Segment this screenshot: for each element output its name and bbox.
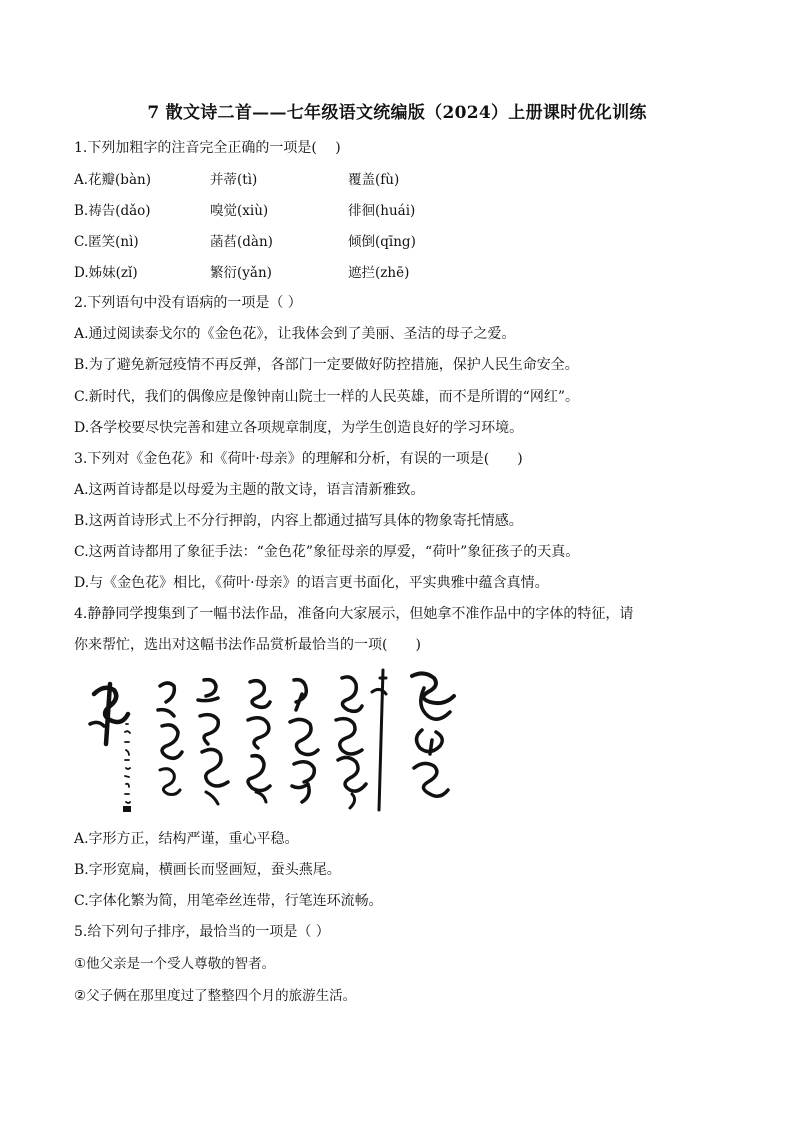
q3-stem: 3.下列对《金色花》和《荷叶·母亲》的理解和分析，有误的一项是( ) bbox=[74, 451, 523, 467]
q1-option-d-2: 繁衍(yǎn) bbox=[210, 265, 272, 281]
q4-stem-line2: 你来帮忙，选出对这幅书法作品赏析最恰当的一项( ) bbox=[74, 637, 421, 653]
q1-option-d-3: 遮拦(zhē) bbox=[348, 265, 410, 281]
seal-stamp-mark bbox=[123, 806, 131, 812]
q1-option-b-3: 徘徊(huái) bbox=[348, 203, 416, 219]
q4-option-c: C.字体化繁为简，用笔牵丝连带，行笔连环流畅。 bbox=[74, 893, 383, 909]
q5-stem: 5.给下列句子排序，最恰当的一项是（ ） bbox=[74, 924, 330, 940]
q2-option-b: B.为了避免新冠疫情不再反弹，各部门一定要做好防控措施，保护人民生命安全。 bbox=[74, 357, 579, 373]
q1-option-a-1: A.花瓣(bàn) bbox=[74, 172, 151, 188]
q4-option-b: B.字形宽扁，横画长而竖画短，蚕头燕尾。 bbox=[74, 862, 341, 878]
q3-option-c: C.这两首诗都用了象征手法：“金色花”象征母亲的厚爱，“荷叶”象征孩子的天真。 bbox=[74, 544, 580, 560]
q3-option-a: A.这两首诗都是以母爱为主题的散文诗，语言清新雅致。 bbox=[74, 482, 425, 498]
q1-option-b-2: 嗅觉(xiù) bbox=[210, 203, 269, 219]
q4-option-a: A.字形方正，结构严谨，重心平稳。 bbox=[74, 831, 299, 847]
q2-option-c: C.新时代，我们的偶像应是像钟南山院士一样的人民英雄，而不是所谓的“网红”。 bbox=[74, 389, 579, 405]
q1-option-a-2: 并蒂(tì) bbox=[210, 172, 258, 188]
q3-option-d: D.与《金色花》相比，《荷叶·母亲》的语言更书面化，平实典雅中蕴含真情。 bbox=[74, 575, 549, 591]
calligraphy-artwork bbox=[80, 664, 485, 816]
q4-stem-line1: 4.静静同学搜集到了一幅书法作品，准备向大家展示，但她拿不准作品中的字体的特征，请 bbox=[74, 606, 634, 622]
q2-option-d: D.各学校要尽快完善和建立各项规章制度，为学生创造良好的学习环境。 bbox=[74, 420, 524, 436]
q2-option-a: A.通过阅读泰戈尔的《金色花》，让我体会到了美丽、圣洁的母子之爱。 bbox=[74, 326, 516, 342]
q1-option-b-1: B.祷告(dǎo) bbox=[74, 203, 151, 219]
q1-option-a-3: 覆盖(fù) bbox=[348, 172, 400, 188]
q1-option-c-3: 倾倒(qīng) bbox=[348, 234, 416, 250]
q3-option-b: B.这两首诗形式上不分行押韵，内容上都通过描写具体的物象寄托情感。 bbox=[74, 513, 523, 529]
page-title: 7 散文诗二首——七年级语文统编版（2024）上册课时优化训练 bbox=[147, 103, 647, 123]
q5-sentence-1: ①他父亲是一个受人尊敬的智者。 bbox=[74, 956, 276, 972]
q1-option-d-1: D.姊妹(zǐ) bbox=[74, 265, 138, 281]
q1-option-c-1: C.匿笑(nì) bbox=[74, 234, 139, 250]
q2-stem: 2.下列语句中没有语病的一项是（ ） bbox=[74, 295, 302, 311]
q5-sentence-2: ②父子俩在那里度过了整整四个月的旅游生活。 bbox=[74, 988, 357, 1004]
q1-option-c-2: 菡萏(dàn) bbox=[210, 234, 273, 250]
q1-stem: 1.下列加粗字的注音完全正确的一项是( ) bbox=[74, 140, 341, 156]
